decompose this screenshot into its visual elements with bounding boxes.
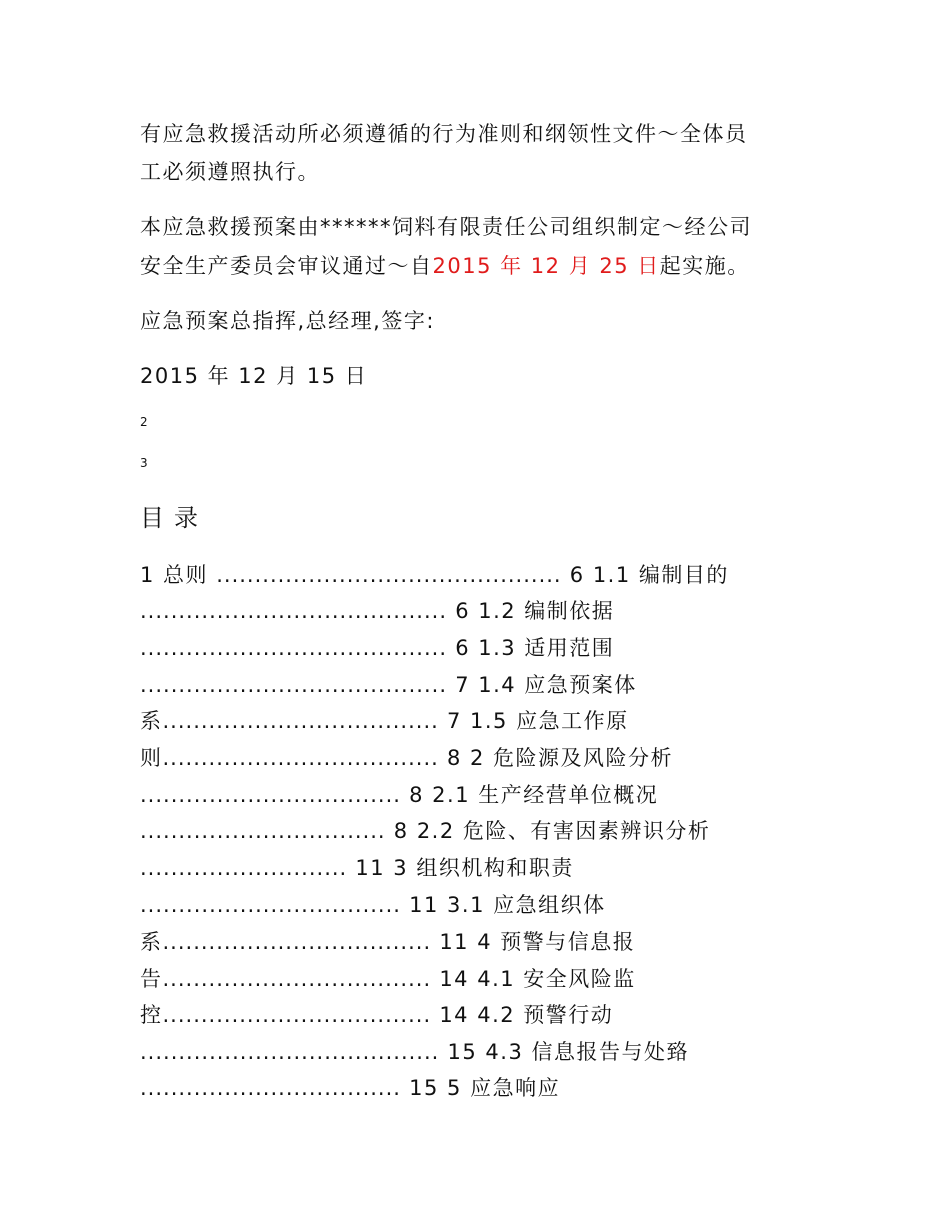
toc-label: 系 [140, 709, 163, 733]
toc-page-and-next: 14 4.1 安全风险监 [431, 967, 636, 991]
toc-page-and-next: 14 4.2 预警行动 [431, 1003, 614, 1027]
toc-leader: ........................... [140, 856, 348, 880]
toc-page-and-next: 15 5 应急响应 [400, 1076, 561, 1100]
paragraph-1-line-2: 工必须遵照执行。 [140, 160, 320, 184]
toc-leader: ........................................ [140, 636, 448, 660]
toc-leader: ........................................ [140, 599, 448, 623]
toc-leader: .................................. [140, 1076, 401, 1100]
toc-page-and-next: 7 1.5 应急工作原 [438, 709, 629, 733]
toc-leader: ........................................ [140, 673, 448, 697]
toc-page-and-next: 6 1.1 编制目的 [561, 563, 729, 587]
toc-leader: ................................... [162, 930, 432, 954]
toc-label: 告 [140, 967, 163, 991]
toc-line[interactable] [140, 891, 606, 919]
paragraph-2-line-2 [140, 252, 750, 280]
toc-line[interactable] [140, 1001, 613, 1029]
toc-line[interactable] [140, 965, 636, 993]
page-marker: 2 [140, 415, 148, 429]
toc-line[interactable] [140, 707, 629, 735]
toc-label: 控 [140, 1003, 163, 1027]
page-marker: 3 [140, 456, 148, 470]
toc-line[interactable] [140, 744, 673, 772]
toc-line[interactable] [140, 1074, 560, 1102]
effective-text: 起实施。 [659, 254, 750, 278]
toc-line[interactable] [140, 928, 635, 956]
toc-leader: ................................... [162, 967, 432, 991]
signature-line: 应急预案总指挥,总经理,签字: [140, 309, 435, 333]
toc-page-and-next: 11 3.1 应急组织体 [400, 893, 606, 917]
approval-text: 安全生产委员会审议通过～自 [140, 254, 433, 278]
toc-leader: ................................ [140, 819, 386, 843]
toc-label: 系 [140, 930, 163, 954]
effective-date: 2015 年 12 月 25 日 [432, 254, 660, 278]
toc-line[interactable] [140, 781, 658, 809]
date-line: 2015 年 12 月 15 日 [140, 364, 368, 388]
toc-line[interactable] [140, 561, 729, 589]
toc-heading: 目录 [140, 504, 208, 532]
toc-leader: ............................................. [216, 563, 562, 587]
toc-leader: .................................... [162, 709, 439, 733]
toc-line[interactable] [140, 817, 710, 845]
toc-line[interactable] [140, 854, 574, 882]
toc-line[interactable] [140, 597, 614, 625]
toc-page-and-next: 11 4 预警与信息报 [431, 930, 636, 954]
paragraph-2-line-1: 本应急救援预案由******饲料有限责任公司组织制定～经公司 [140, 215, 752, 239]
paragraph-1-line-1: 有应急救援活动所必须遵循的行为准则和纲领性文件～全体员 [140, 122, 748, 146]
toc-line[interactable] [140, 671, 637, 699]
toc-page-and-next: 15 4.3 信息报告与处臵 [439, 1040, 689, 1064]
toc-leader: .................................... [162, 746, 439, 770]
toc-page-and-next: 11 3 组织机构和职责 [347, 856, 574, 880]
toc-leader: ....................................... [140, 1040, 440, 1064]
toc-label: 则 [140, 746, 163, 770]
toc-page-and-next: 8 2 危险源及风险分析 [438, 746, 674, 770]
toc-leader: .................................. [140, 783, 401, 807]
toc-page-and-next: 7 1.4 应急预案体 [447, 673, 637, 697]
toc-page-and-next: 8 2.1 生产经营单位概况 [400, 783, 659, 807]
toc-page-and-next: 8 2.2 危险、有害因素辨识分析 [385, 819, 711, 843]
toc-page-and-next: 6 1.2 编制依据 [447, 599, 615, 623]
toc-leader: .................................. [140, 893, 401, 917]
toc-page-and-next: 6 1.3 适用范围 [447, 636, 615, 660]
toc-label: 1 总则 [140, 563, 217, 587]
toc-line[interactable] [140, 1038, 689, 1066]
toc-line[interactable] [140, 634, 614, 662]
toc-leader: ................................... [162, 1003, 432, 1027]
